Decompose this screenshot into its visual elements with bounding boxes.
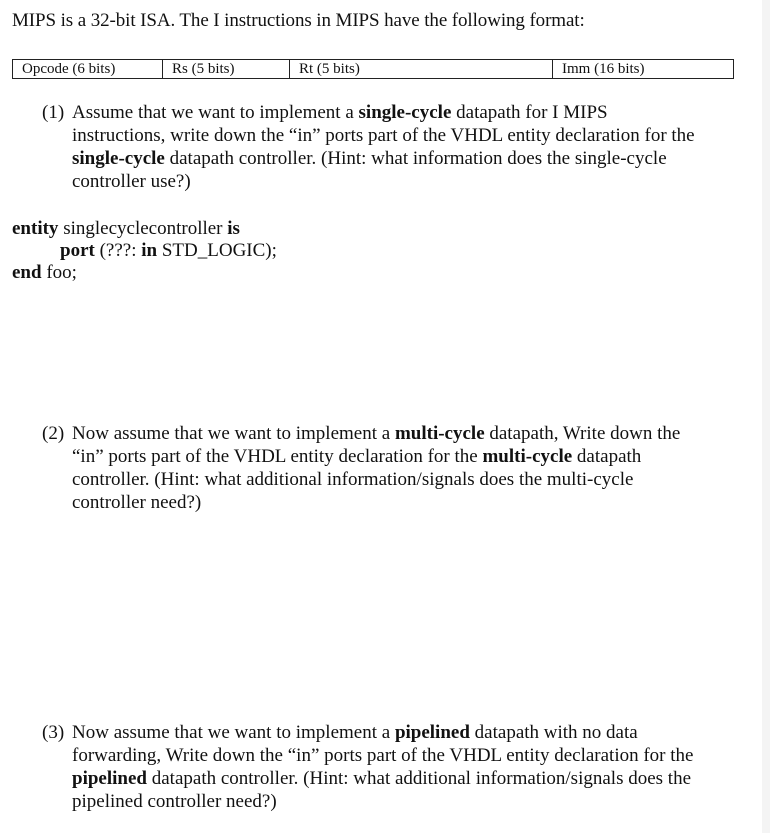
bold-term: single-cycle bbox=[72, 148, 165, 169]
table-row bbox=[13, 60, 734, 79]
page-edge bbox=[762, 0, 770, 833]
text-run: instructions, write down the “in” ports part of the VHDL entity declaration for the bbox=[72, 125, 695, 146]
question-line bbox=[72, 491, 742, 514]
entity-name: singlecyclecontroller bbox=[58, 218, 228, 239]
keyword-entity: entity bbox=[12, 218, 59, 239]
question-number: (3) bbox=[42, 722, 65, 743]
text-run: Assume that we want to implement a bbox=[72, 102, 359, 123]
imm-field-cell: Imm (16 bits) bbox=[553, 60, 734, 79]
text-run: Now assume that we want to implement a bbox=[72, 423, 395, 444]
text-run: datapath with no data bbox=[469, 722, 638, 743]
question-text bbox=[72, 422, 742, 514]
vhdl-entity-snippet bbox=[12, 218, 277, 284]
question-line bbox=[72, 124, 742, 147]
bold-term: single-cycle bbox=[358, 102, 452, 123]
bold-term: multi-cycle bbox=[482, 446, 573, 467]
question-text bbox=[72, 721, 742, 813]
question-line bbox=[72, 445, 742, 468]
keyword-port: port bbox=[60, 240, 95, 261]
keyword-is: is bbox=[227, 218, 240, 239]
question-number: (2) bbox=[42, 423, 65, 444]
keyword-end: end bbox=[12, 262, 42, 283]
rt-field-cell: Rt (5 bits) bbox=[290, 60, 553, 79]
end-name: foo; bbox=[41, 262, 77, 283]
question-2 bbox=[42, 422, 742, 514]
code-line-port bbox=[12, 240, 277, 262]
question-line bbox=[72, 147, 742, 170]
text-run: datapath controller. (Hint: what additional information/signals does the bbox=[146, 768, 691, 789]
question-3 bbox=[42, 721, 742, 813]
code-line-entity bbox=[12, 218, 277, 240]
bold-term: multi-cycle bbox=[394, 423, 485, 444]
answer-space-2 bbox=[12, 520, 732, 715]
text-run: controller use?) bbox=[72, 171, 191, 192]
port-placeholder: (???: bbox=[94, 240, 142, 261]
question-line bbox=[72, 422, 742, 445]
question-line bbox=[72, 101, 742, 124]
text-run: controller need?) bbox=[72, 492, 202, 513]
question-text bbox=[72, 101, 742, 193]
intro-text: MIPS is a 32-bit ISA. The I instructions in MIPS have the following format: bbox=[12, 10, 585, 31]
bold-term: pipelined bbox=[394, 722, 470, 743]
text-run: datapath, Write down the bbox=[484, 423, 681, 444]
instruction-format-table bbox=[12, 59, 734, 79]
opcode-field-cell: Opcode (6 bits) bbox=[13, 60, 163, 79]
text-run: controller. (Hint: what additional information/signals does the multi-cycle bbox=[72, 469, 634, 490]
question-line bbox=[72, 744, 742, 767]
question-line bbox=[72, 790, 742, 813]
bold-term: pipelined bbox=[72, 768, 147, 789]
keyword-in: in bbox=[141, 240, 158, 261]
port-type: STD_LOGIC); bbox=[157, 240, 277, 261]
text-run: datapath for I MIPS bbox=[451, 102, 608, 123]
text-run: pipelined controller need?) bbox=[72, 791, 277, 812]
question-line bbox=[72, 721, 742, 744]
answer-space-1 bbox=[12, 290, 732, 415]
text-run: Now assume that we want to implement a bbox=[72, 722, 395, 743]
rs-field-cell: Rs (5 bits) bbox=[163, 60, 290, 79]
question-1 bbox=[42, 101, 742, 193]
text-run: forwarding, Write down the “in” ports part of the VHDL entity declaration for the bbox=[72, 745, 694, 766]
text-run: “in” ports part of the VHDL entity declaration for the bbox=[72, 446, 483, 467]
question-line bbox=[72, 170, 742, 193]
question-number: (1) bbox=[42, 102, 65, 123]
text-run: datapath bbox=[572, 446, 642, 467]
text-run: datapath controller. (Hint: what information does the single-cycle bbox=[164, 148, 667, 169]
question-line bbox=[72, 468, 742, 491]
code-line-end bbox=[12, 262, 277, 284]
question-line bbox=[72, 767, 742, 790]
